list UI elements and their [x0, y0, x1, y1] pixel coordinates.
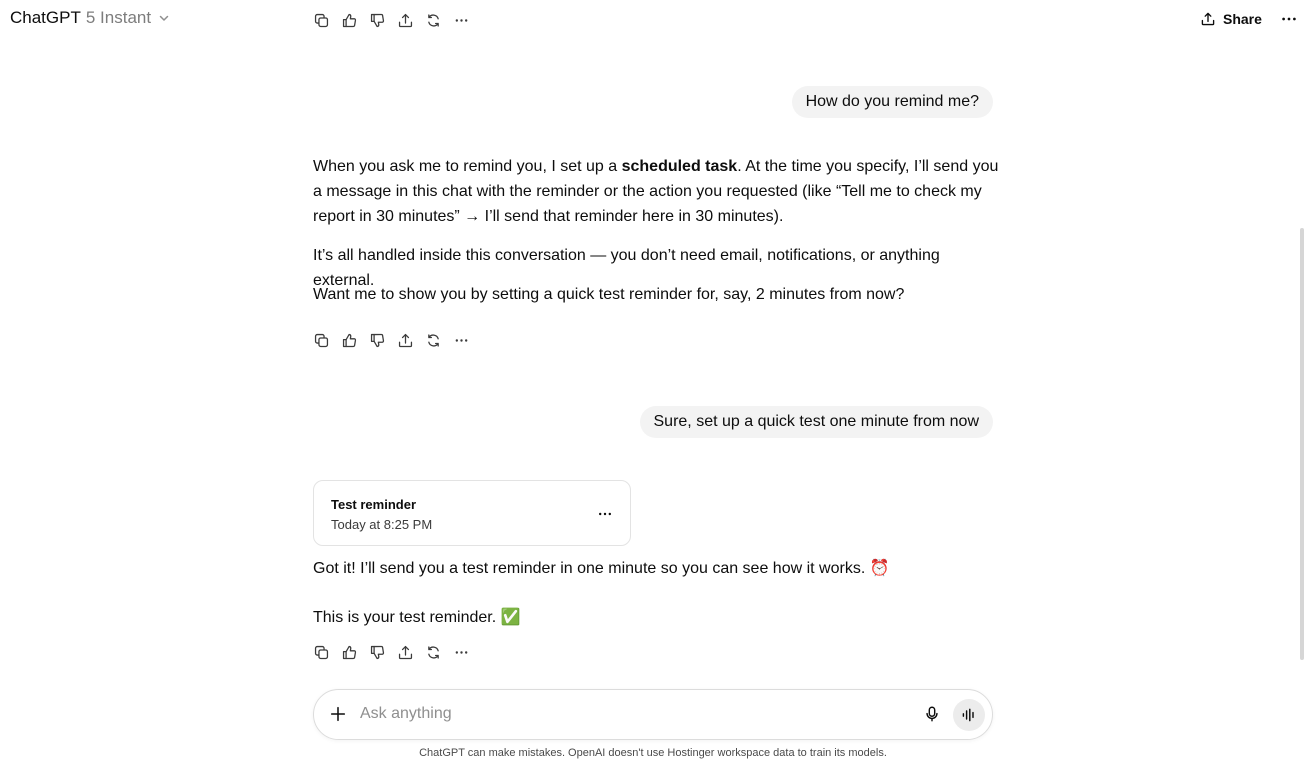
app-title: ChatGPT	[10, 8, 81, 27]
microphone-icon	[923, 705, 941, 723]
copy-icon	[313, 332, 330, 349]
voice-mode-button[interactable]	[953, 699, 985, 731]
share-icon	[397, 644, 414, 661]
task-time: Today at 8:25 PM	[331, 517, 433, 532]
more-icon	[453, 12, 470, 29]
add-attachment-button[interactable]	[326, 702, 350, 726]
regenerate-icon	[425, 644, 442, 661]
message-actions	[309, 640, 473, 664]
assistant-paragraph: Got it! I’ll send you a test reminder in one minute so you can see how it works. ⏰	[313, 560, 890, 577]
more-actions-button[interactable]	[449, 8, 473, 32]
scheduled-task-card[interactable]	[313, 480, 631, 546]
chevron-down-icon	[158, 12, 170, 24]
share-icon	[397, 332, 414, 349]
message-input[interactable]	[360, 702, 880, 726]
model-name: 5 Instant	[85, 8, 152, 27]
more-actions-button[interactable]	[449, 328, 473, 352]
more-icon	[453, 644, 470, 661]
regenerate-button[interactable]	[421, 328, 445, 352]
thumbs-up-button[interactable]	[337, 328, 361, 352]
assistant-paragraph: It’s all handled inside this conversation — you don’t need email, notifications, or anything external.	[313, 247, 940, 289]
regenerate-icon	[425, 332, 442, 349]
copy-button[interactable]	[309, 640, 333, 664]
thumbs-down-button[interactable]	[365, 8, 389, 32]
share-message-button[interactable]	[393, 328, 417, 352]
voice-wave-icon	[961, 707, 977, 723]
thumbs-up-button[interactable]	[337, 640, 361, 664]
regenerate-icon	[425, 12, 442, 29]
regenerate-button[interactable]	[421, 8, 445, 32]
user-message: How do you remind me?	[792, 86, 993, 118]
copy-icon	[313, 12, 330, 29]
share-icon	[397, 12, 414, 29]
bold-text: scheduled task	[621, 158, 738, 175]
share-message-button[interactable]	[393, 8, 417, 32]
composer	[313, 689, 993, 740]
regenerate-button[interactable]	[421, 640, 445, 664]
assistant-paragraph: This is your test reminder. ✅	[313, 609, 521, 626]
dictate-button[interactable]	[920, 702, 944, 726]
disclaimer: ChatGPT can make mistakes. OpenAI doesn't use Hostinger workspace data to train its models.	[419, 747, 887, 759]
message-actions	[309, 328, 473, 352]
conversation-options-button[interactable]	[1277, 7, 1301, 31]
copy-icon	[313, 644, 330, 661]
task-title: Test reminder	[331, 497, 417, 512]
user-message: Sure, set up a quick test one minute from now	[640, 406, 994, 438]
more-icon	[597, 506, 613, 522]
paragraph-text: . At the time you specify, I’ll send you a message in this chat with the reminder or the action you requested (like “Tell me to check my report in 30 minutes” → I’ll send that reminder here in 30 minutes).	[313, 158, 999, 225]
thumbs-up-icon	[341, 332, 358, 349]
share-message-button[interactable]	[393, 640, 417, 664]
share-icon	[1200, 11, 1216, 27]
share-label: Share	[1223, 11, 1262, 27]
thumbs-up-icon	[341, 12, 358, 29]
plus-icon	[329, 705, 347, 723]
thumbs-up-button[interactable]	[337, 8, 361, 32]
more-icon	[453, 332, 470, 349]
thumbs-down-icon	[369, 644, 386, 661]
model-selector[interactable]	[10, 8, 170, 28]
copy-button[interactable]	[309, 328, 333, 352]
paragraph-text: When you ask me to remind you, I set up a	[313, 158, 622, 175]
thumbs-up-icon	[341, 644, 358, 661]
share-button[interactable]	[1192, 5, 1270, 33]
assistant-paragraph	[313, 154, 1003, 229]
thumbs-down-button[interactable]	[365, 640, 389, 664]
message-actions-top	[309, 8, 473, 32]
more-actions-button[interactable]	[449, 640, 473, 664]
thumbs-down-icon	[369, 12, 386, 29]
assistant-paragraph: Want me to show you by setting a quick test reminder for, say, 2 minutes from now?	[313, 286, 905, 303]
copy-button[interactable]	[309, 8, 333, 32]
thumbs-down-button[interactable]	[365, 328, 389, 352]
task-options-button[interactable]	[594, 503, 616, 525]
scrollbar[interactable]	[1300, 228, 1304, 660]
thumbs-down-icon	[369, 332, 386, 349]
more-icon	[1280, 10, 1298, 28]
